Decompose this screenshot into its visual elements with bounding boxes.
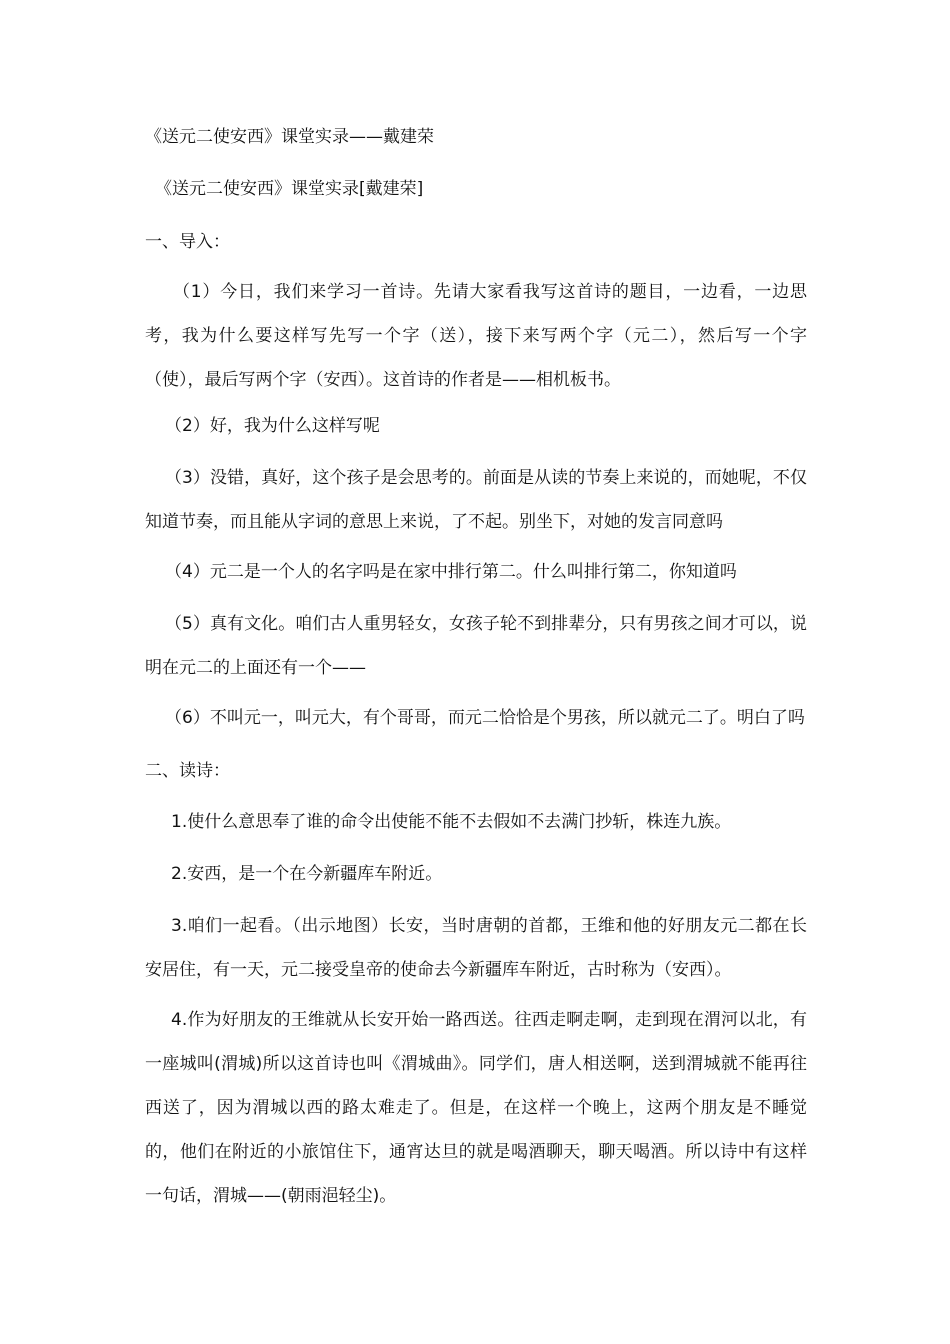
paragraph-intro-1: （1）今日，我们来学习一首诗。先请大家看我写这首诗的题目，一边看，一边思考，我为什么要这样写先写一个字（送），接下来写两个字（元二），然后写一个字（使），最后写两个字（安西）。这首诗的作者是——相机板书。 xyxy=(145,282,807,390)
paragraph-intro-4: （4）元二是一个人的名字吗是在家中排行第二。什么叫排行第二，你知道吗 xyxy=(165,562,737,582)
paragraph-intro-2: （2）好，我为什么这样写呢 xyxy=(165,416,380,436)
paragraph-read-1: 1.使什么意思奉了谁的命令出使能不能不去假如不去满门抄斩，株连九族。 xyxy=(171,812,732,832)
section-heading-intro: 一、导入： xyxy=(145,232,230,252)
paragraph-read-2: 2.安西，是一个在今新疆库车附近。 xyxy=(171,864,443,884)
document-title: 《送元二使安西》课堂实录——戴建荣 xyxy=(145,127,434,147)
paragraph-intro-3: （3）没错，真好，这个孩子是会思考的。前面是从读的节奏上来说的，而她呢，不仅知道节奏，而且能从字词的意思上来说，了不起。别坐下，对她的发言同意吗 xyxy=(145,468,807,532)
paragraph-intro-5: （5）真有文化。咱们古人重男轻女，女孩子轮不到排辈分，只有男孩之间才可以，说明在元二的上面还有一个—— xyxy=(145,614,807,678)
section-heading-read: 二、读诗： xyxy=(145,761,230,781)
paragraph-read-3: 3.咱们一起看。（出示地图）长安，当时唐朝的首都，王维和他的好朋友元二都在长安居住，有一天，元二接受皇帝的使命去今新疆库车附近，古时称为（安西）。 xyxy=(145,916,807,980)
paragraph-intro-6: （6）不叫元一，叫元大，有个哥哥，而元二恰恰是个男孩，所以就元二了。明白了吗 xyxy=(165,708,805,728)
document-subtitle: 《送元二使安西》课堂实录[戴建荣] xyxy=(155,179,424,199)
paragraph-read-4: 4.作为好朋友的王维就从长安开始一路西送。往西走啊走啊，走到现在渭河以北，有一座城叫(渭城)所以这首诗也叫《渭城曲》。同学们，唐人相送啊，送到渭城就不能再往西送了，因为渭城以西的路太难走了。但是，在这样一个晚上，这两个朋友是不睡觉的，他们在附近的小旅馆住下，通宵达旦的就是喝酒聊天，聊天喝酒。所以诗中有这样一句话，渭城——(朝雨浥轻尘)。 xyxy=(145,1010,807,1206)
